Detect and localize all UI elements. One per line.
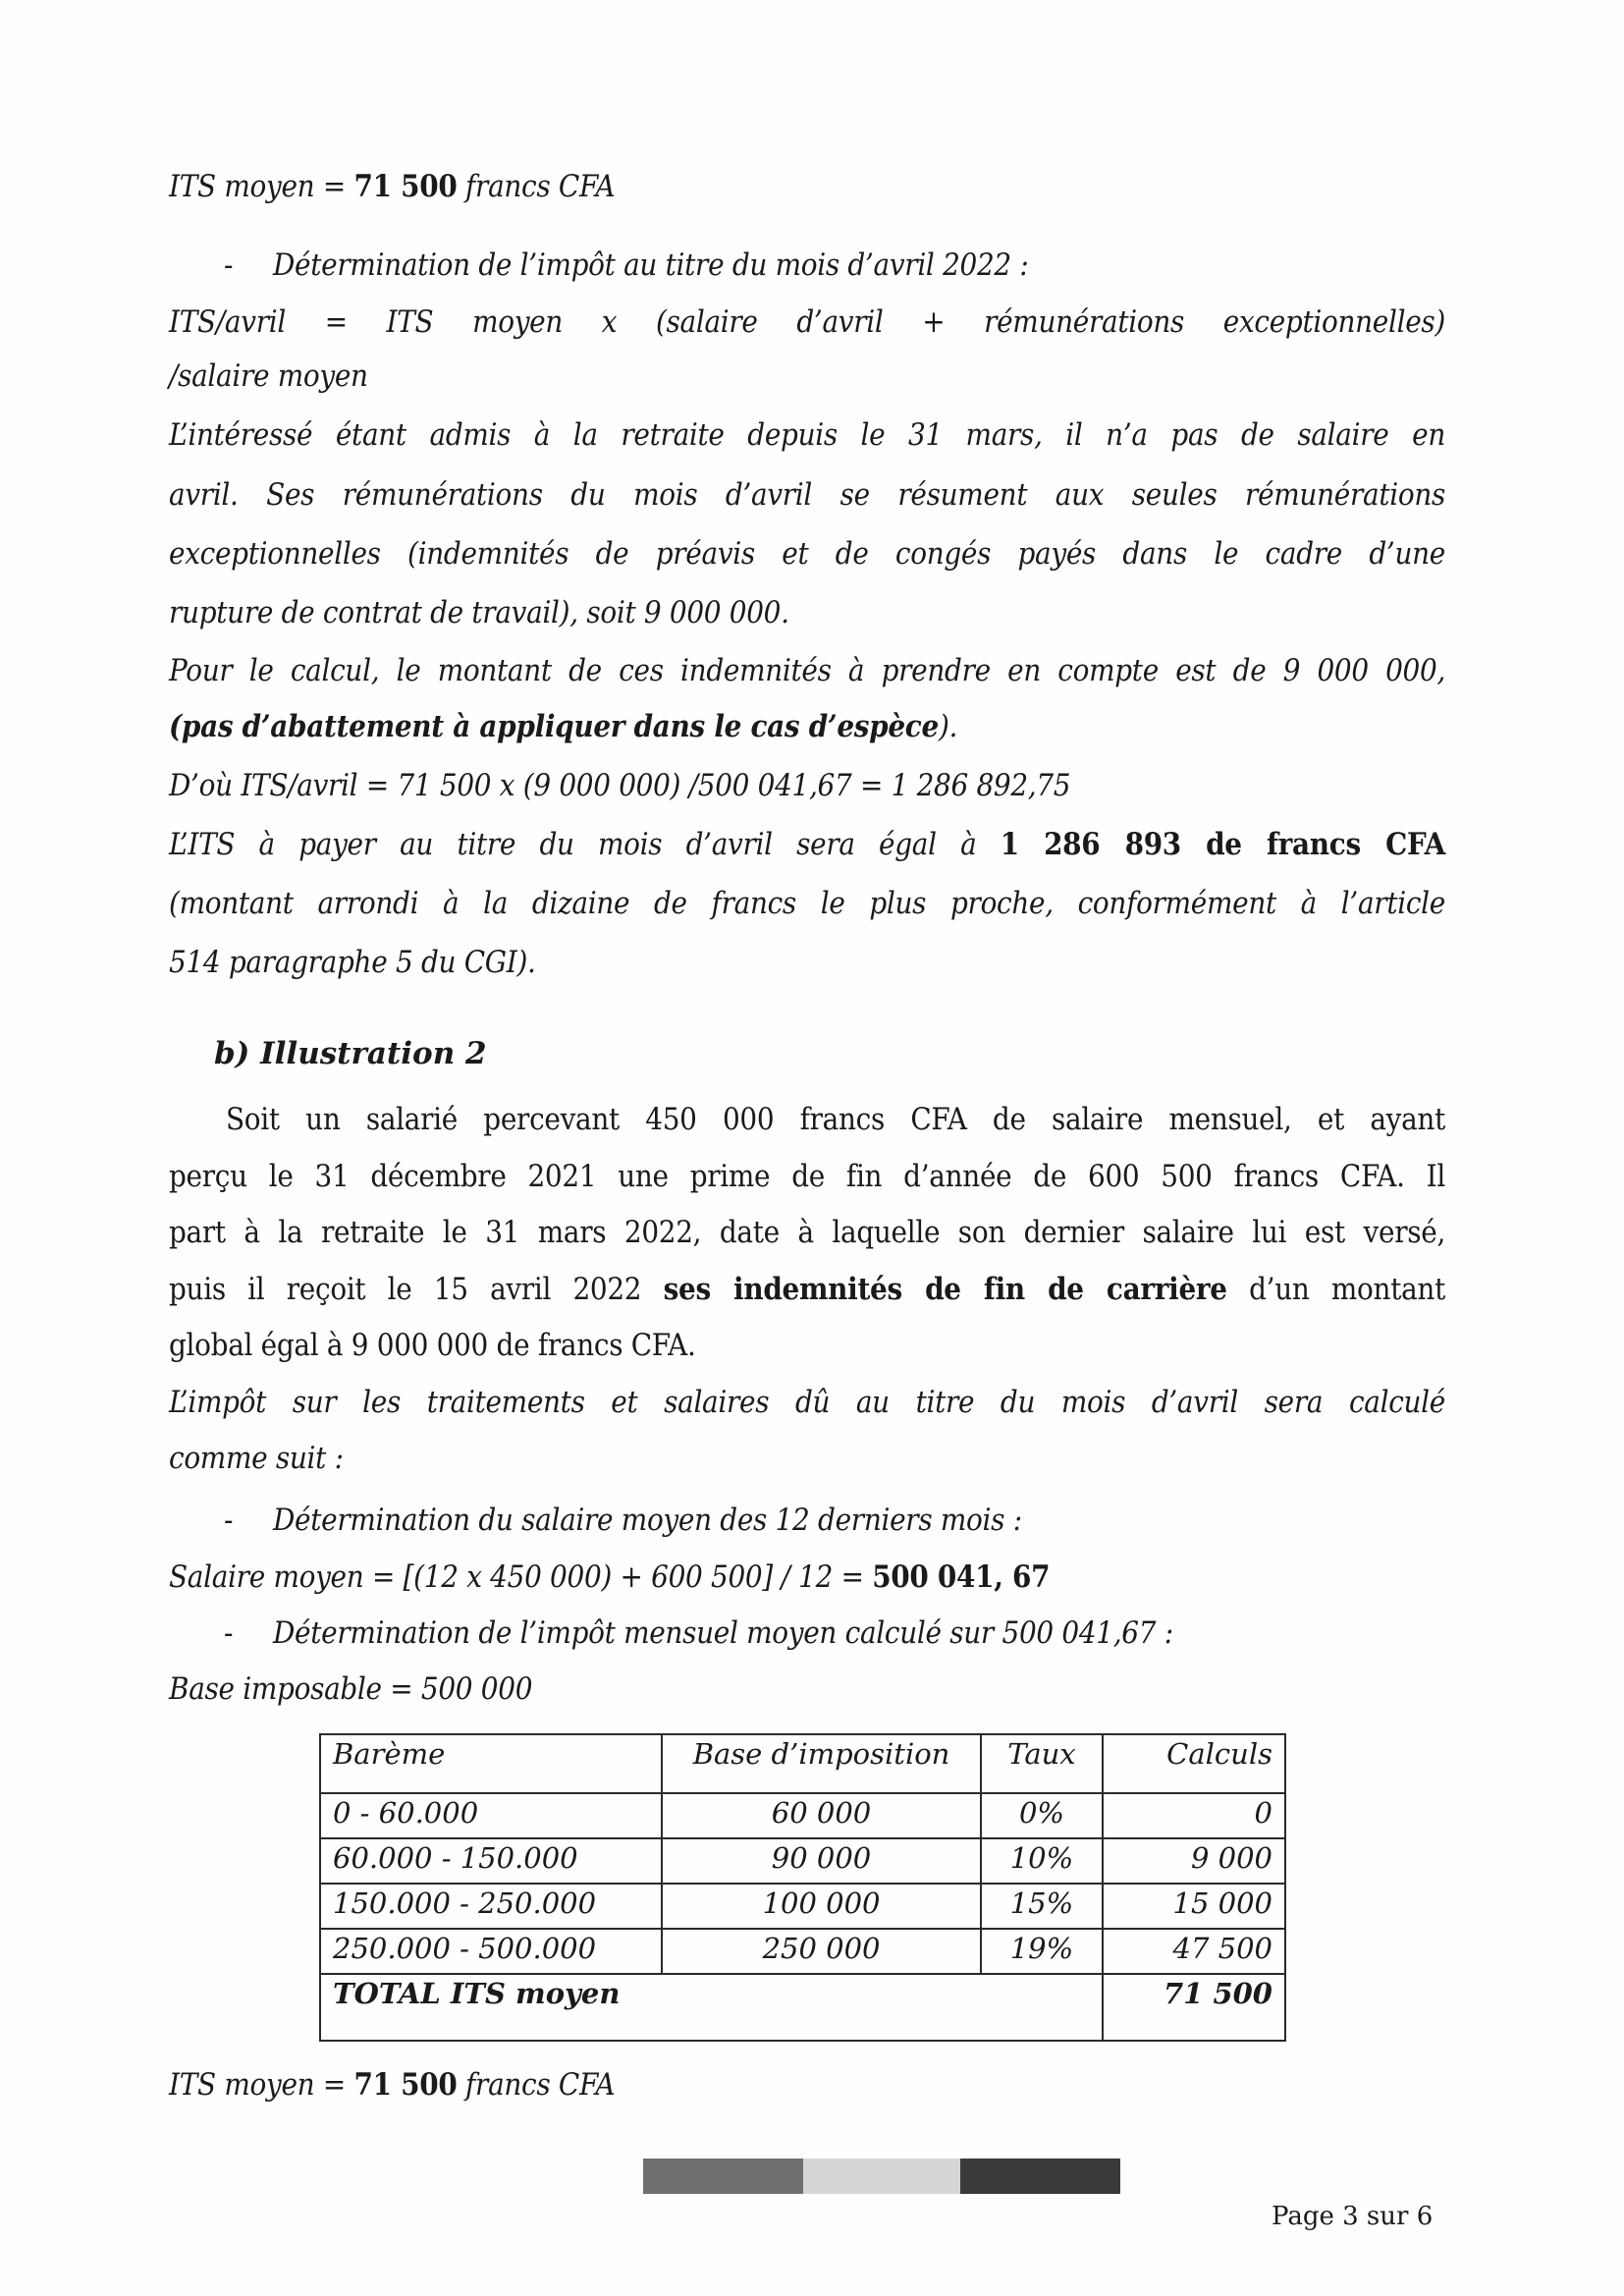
table-row <box>320 1884 1285 1929</box>
its-moyen-value: 71 500 <box>353 2067 458 2103</box>
table-total-row <box>320 1974 1285 2041</box>
salaire-moyen-formula <box>169 1559 1050 1595</box>
paragraph-calcul-line-1: Pour le calcul, le montant de ces indemnités à prendre en compte est de 9 000 000, <box>169 653 1445 688</box>
formula-line-2: /salaire moyen <box>169 358 368 394</box>
its-moyen-unit: francs CFA <box>457 169 616 204</box>
illustration2-line: Soit un salarié percevant 450 000 francs CFA de salaire mensuel, et ayant <box>226 1102 1445 1137</box>
illustration2-line: global égal à 9 000 000 de francs CFA. <box>169 1328 696 1363</box>
bullet-impot-mensuel <box>224 1615 1173 1651</box>
cell-base: 100 000 <box>662 1884 981 1929</box>
page-number: Page 3 sur 6 <box>1272 2202 1434 2231</box>
base-imposable: Base imposable = 500 000 <box>169 1671 533 1707</box>
paragraph-retraite-line: rupture de contrat de travail), soit 9 000 000. <box>169 595 789 630</box>
cell-taux: 19% <box>981 1929 1102 1974</box>
its-payer-line-2: (montant arrondi à la dizaine de francs le plus proche, conformément à l’article <box>169 886 1445 921</box>
its-payer-text: L’ITS à payer au titre du mois d’avril sera égal à <box>169 827 1001 862</box>
its-moyen-label: ITS moyen = <box>169 2067 354 2103</box>
section-heading-illustration-2: b) Illustration 2 <box>214 1036 487 1071</box>
indemnites-fin-carriere: ses indemnités de fin de carrière <box>663 1272 1227 1307</box>
cell-base: 250 000 <box>662 1929 981 1974</box>
bullet-text: Détermination de l’impôt mensuel moyen calculé sur 500 041,67 : <box>273 1615 1173 1651</box>
paragraph-retraite-line: exceptionnelles (indemnités de préavis et de congés payés dans le cadre d’une <box>169 536 1445 572</box>
cell-bareme: 60.000 - 150.000 <box>320 1838 662 1884</box>
table-row <box>320 1838 1285 1884</box>
cell-base: 90 000 <box>662 1838 981 1884</box>
cell-bareme: 250.000 - 500.000 <box>320 1929 662 1974</box>
illustration2-text: d’un montant <box>1226 1272 1445 1307</box>
formula-line-1: ITS/avril = ITS moyen x (salaire d’avril + rémunérations exceptionnelles) <box>169 304 1445 340</box>
total-value: 71 500 <box>1103 1974 1285 2041</box>
cell-calcul: 0 <box>1103 1793 1285 1838</box>
bullet-text: Détermination de l’impôt au titre du mois d’avril 2022 : <box>273 247 1029 283</box>
bullet-dash: - <box>224 247 234 283</box>
calcul-intro-line-1: L’impôt sur les traitements et salaires dû au titre du mois d’avril sera calculé <box>169 1385 1445 1420</box>
cell-base: 60 000 <box>662 1793 981 1838</box>
paragraph-retraite-line: L’intéressé étant admis à la retraite depuis le 31 mars, il n’a pas de salaire en <box>169 417 1445 453</box>
bullet-dash: - <box>224 1615 234 1651</box>
total-label: TOTAL ITS moyen <box>320 1974 1103 2041</box>
illustration2-line <box>169 1272 1445 1307</box>
bullet-salaire-moyen <box>224 1503 1022 1538</box>
illustration2-text: puis il reçoit le 15 avril 2022 <box>169 1272 664 1307</box>
bullet-determination-avril <box>224 247 1029 283</box>
cell-bareme: 150.000 - 250.000 <box>320 1884 662 1929</box>
calcul-intro-line-2: comme suit : <box>169 1441 344 1476</box>
paragraph-calcul-line-2 <box>169 709 957 744</box>
cell-bareme: 0 - 60.000 <box>320 1793 662 1838</box>
cell-taux: 15% <box>981 1884 1102 1929</box>
salaire-moyen-calc: Salaire moyen = [(12 x 450 000) + 600 500] / 12 = <box>169 1559 873 1595</box>
illustration2-line: perçu le 31 décembre 2021 une prime de fin d’année de 600 500 francs CFA. Il <box>169 1159 1445 1194</box>
footer-bar-light-gray <box>803 2159 960 2194</box>
cell-taux: 0% <box>981 1793 1102 1838</box>
header-bareme: Barème <box>320 1734 662 1793</box>
header-taux: Taux <box>981 1734 1102 1793</box>
bullet-dash: - <box>224 1503 234 1538</box>
paragraph-retraite-line: avril. Ses rémunérations du mois d’avril se résument aux seules rémunérations <box>169 477 1445 513</box>
header-calculs: Calculs <box>1103 1734 1285 1793</box>
cell-calcul: 9 000 <box>1103 1838 1285 1884</box>
table-row <box>320 1793 1285 1838</box>
its-moyen-unit: francs CFA <box>457 2067 616 2103</box>
its-moyen-value: 71 500 <box>353 169 458 204</box>
footer-bar-dark-gray <box>643 2159 803 2194</box>
footer-decorative-bars <box>643 2159 1120 2194</box>
salaire-moyen-value: 500 041, 67 <box>872 1559 1051 1595</box>
its-payer-line-3: 514 paragraphe 5 du CGI). <box>169 945 536 980</box>
closing-punct: ). <box>938 709 958 744</box>
its-moyen-result <box>169 169 615 204</box>
cell-taux: 10% <box>981 1838 1102 1884</box>
table-row <box>320 1929 1285 1974</box>
footer-bar-charcoal <box>960 2159 1120 2194</box>
its-moyen-result-final <box>169 2067 615 2103</box>
illustration2-line: part à la retraite le 31 mars 2022, date à laquelle son dernier salaire lui est versé, <box>169 1215 1445 1250</box>
no-abatement-note: (pas d’abattement à appliquer dans le cas d’espèce <box>169 709 939 744</box>
header-base-imposition: Base d’imposition <box>662 1734 981 1793</box>
cell-calcul: 47 500 <box>1103 1929 1285 1974</box>
its-payer-line-1 <box>169 827 1445 862</box>
bullet-text: Détermination du salaire moyen des 12 derniers mois : <box>273 1503 1022 1538</box>
table-header-row <box>320 1734 1285 1793</box>
its-bareme-table <box>319 1733 1286 2042</box>
its-moyen-label: ITS moyen = <box>169 169 354 204</box>
cell-calcul: 15 000 <box>1103 1884 1285 1929</box>
its-payer-amount: 1 286 893 de francs CFA <box>1000 827 1446 862</box>
dou-formula: D’où ITS/avril = 71 500 x (9 000 000) /500 041,67 = 1 286 892,75 <box>169 768 1071 803</box>
